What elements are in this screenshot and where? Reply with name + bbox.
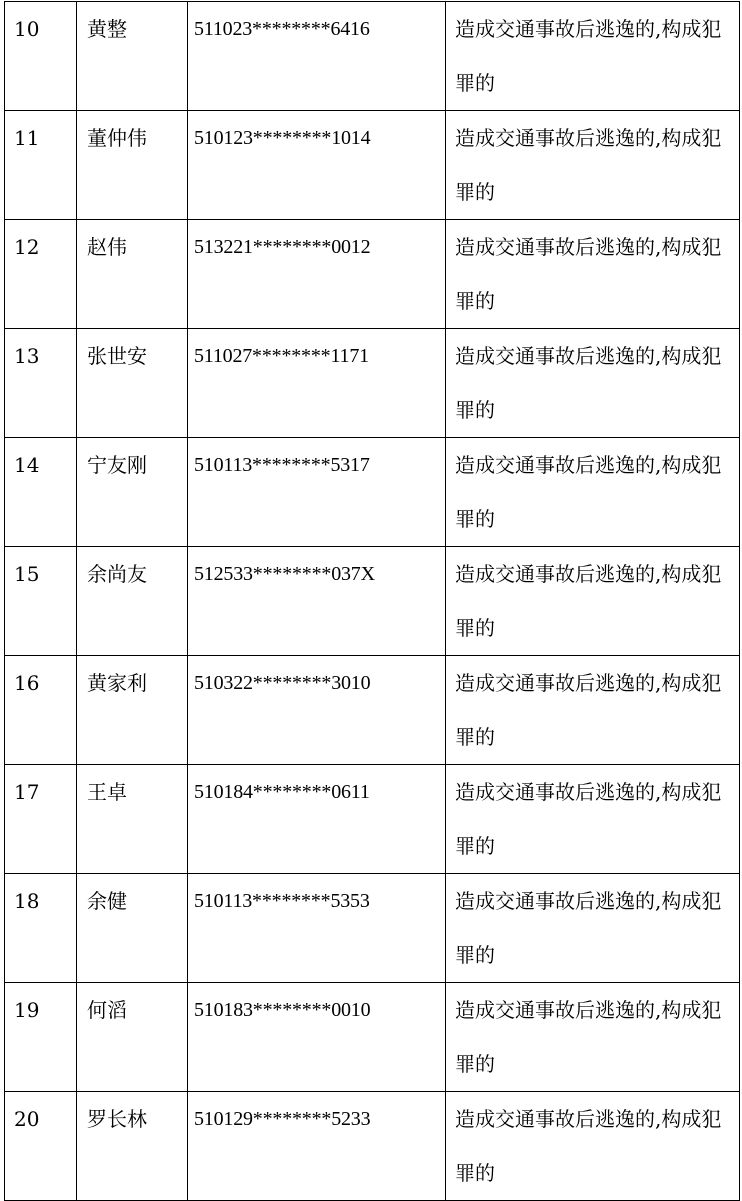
name-cell: [77, 438, 188, 547]
row-number: 16: [14, 671, 40, 695]
reason-cell: [446, 547, 740, 656]
person-name: 董仲伟: [87, 126, 147, 150]
table-row: [5, 1092, 740, 1201]
name-cell: [77, 874, 188, 983]
name-cell: [77, 2, 188, 111]
person-name: 余健: [87, 889, 127, 913]
row-number: 17: [14, 780, 40, 804]
row-number: 20: [14, 1107, 40, 1131]
id-number: 510129********5233: [194, 1108, 371, 1130]
reason-text: 造成交通事故后逃逸的,构成犯罪的: [455, 126, 722, 204]
id-number-cell: [188, 547, 446, 656]
table-row: [5, 983, 740, 1092]
row-number-cell: [5, 329, 77, 438]
reason-cell: [446, 438, 740, 547]
name-cell: [77, 220, 188, 329]
id-number-cell: [188, 765, 446, 874]
table-row: [5, 874, 740, 983]
row-number: 12: [14, 235, 40, 259]
name-cell: [77, 656, 188, 765]
person-name: 张世安: [87, 344, 147, 368]
name-cell: [77, 983, 188, 1092]
id-number: 510184********0611: [194, 781, 370, 803]
table-row: [5, 329, 740, 438]
id-number-cell: [188, 874, 446, 983]
row-number: 19: [14, 998, 40, 1022]
person-name: 罗长林: [87, 1107, 147, 1131]
person-name: 宁友刚: [87, 453, 147, 477]
id-number-cell: [188, 111, 446, 220]
reason-text: 造成交通事故后逃逸的,构成犯罪的: [455, 1107, 722, 1185]
id-number: 513221********0012: [194, 236, 371, 258]
row-number-cell: [5, 547, 77, 656]
row-number-cell: [5, 765, 77, 874]
reason-cell: [446, 111, 740, 220]
id-number-cell: [188, 656, 446, 765]
id-number: 510183********0010: [194, 999, 371, 1021]
row-number-cell: [5, 1092, 77, 1201]
row-number-cell: [5, 220, 77, 329]
row-number-cell: [5, 2, 77, 111]
table-row: [5, 220, 740, 329]
name-cell: [77, 329, 188, 438]
reason-cell: [446, 2, 740, 111]
offender-table-body: [5, 2, 740, 1201]
row-number: 13: [14, 344, 40, 368]
table-row: [5, 656, 740, 765]
person-name: 黄家利: [87, 671, 147, 695]
id-number: 510322********3010: [194, 672, 371, 694]
id-number: 510113********5317: [194, 454, 370, 476]
reason-text: 造成交通事故后逃逸的,构成犯罪的: [455, 562, 722, 640]
id-number: 510113********5353: [194, 890, 370, 912]
name-cell: [77, 1092, 188, 1201]
reason-text: 造成交通事故后逃逸的,构成犯罪的: [455, 889, 722, 967]
row-number-cell: [5, 438, 77, 547]
row-number-cell: [5, 656, 77, 765]
id-number-cell: [188, 983, 446, 1092]
row-number: 10: [14, 17, 40, 41]
table-row: [5, 111, 740, 220]
row-number: 14: [14, 453, 40, 477]
reason-cell: [446, 1092, 740, 1201]
person-name: 何滔: [87, 998, 127, 1022]
name-cell: [77, 547, 188, 656]
offender-table: [4, 1, 740, 1201]
reason-text: 造成交通事故后逃逸的,构成犯罪的: [455, 344, 722, 422]
reason-cell: [446, 220, 740, 329]
table-row: [5, 765, 740, 874]
reason-cell: [446, 765, 740, 874]
reason-text: 造成交通事故后逃逸的,构成犯罪的: [455, 780, 722, 858]
reason-text: 造成交通事故后逃逸的,构成犯罪的: [455, 671, 722, 749]
row-number-cell: [5, 874, 77, 983]
row-number: 15: [14, 562, 40, 586]
id-number-cell: [188, 329, 446, 438]
name-cell: [77, 765, 188, 874]
reason-text: 造成交通事故后逃逸的,构成犯罪的: [455, 453, 722, 531]
reason-cell: [446, 329, 740, 438]
person-name: 赵伟: [87, 235, 127, 259]
table-row: [5, 2, 740, 111]
id-number: 511023********6416: [194, 18, 370, 40]
reason-cell: [446, 874, 740, 983]
person-name: 黄整: [87, 17, 127, 41]
reason-text: 造成交通事故后逃逸的,构成犯罪的: [455, 235, 722, 313]
table-row: [5, 438, 740, 547]
id-number: 512533********037X: [194, 563, 375, 585]
id-number-cell: [188, 438, 446, 547]
reason-cell: [446, 656, 740, 765]
row-number: 18: [14, 889, 40, 913]
id-number: 511027********1171: [194, 345, 369, 367]
name-cell: [77, 111, 188, 220]
reason-text: 造成交通事故后逃逸的,构成犯罪的: [455, 17, 722, 95]
reason-cell: [446, 983, 740, 1092]
person-name: 王卓: [87, 780, 127, 804]
id-number-cell: [188, 1092, 446, 1201]
row-number-cell: [5, 983, 77, 1092]
id-number: 510123********1014: [194, 127, 371, 149]
row-number: 11: [14, 126, 40, 150]
person-name: 余尚友: [87, 562, 147, 586]
reason-text: 造成交通事故后逃逸的,构成犯罪的: [455, 998, 722, 1076]
row-number-cell: [5, 111, 77, 220]
table-row: [5, 547, 740, 656]
id-number-cell: [188, 2, 446, 111]
id-number-cell: [188, 220, 446, 329]
